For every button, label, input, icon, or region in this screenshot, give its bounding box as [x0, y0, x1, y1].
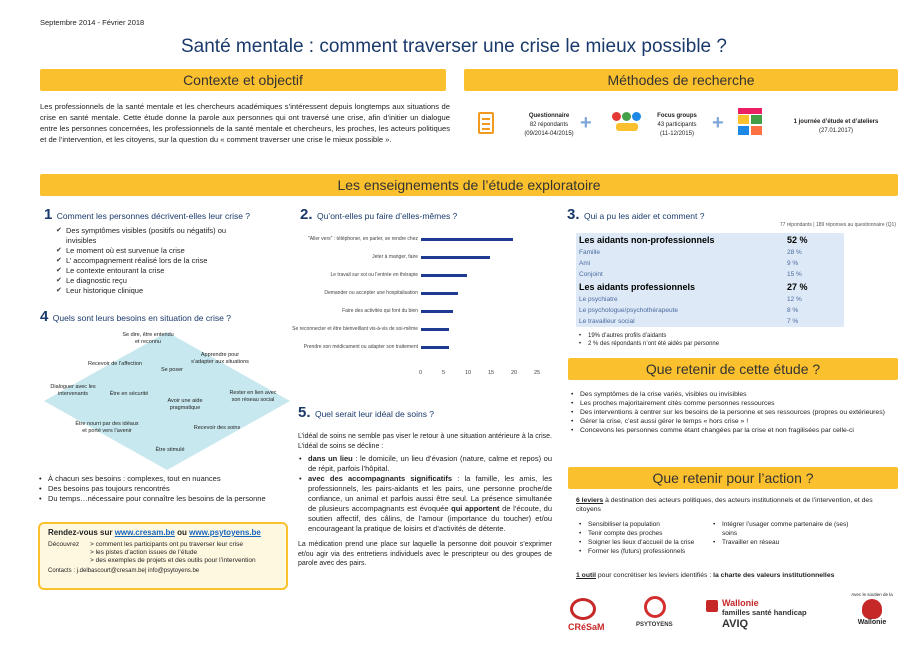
chart-category-label: Faire des activités qui font du bien — [342, 308, 418, 314]
levers-intro: 6 leviers à destination des acteurs politiques, des acteurs institutionnels et de l’intervention, et des citoyens — [576, 497, 873, 513]
chart-bar — [421, 310, 453, 313]
levers-col1 — [578, 520, 718, 556]
q3-note: 77 répondants | 189 réponses au questionnaire (Q1) — [779, 222, 896, 228]
q1-section — [44, 206, 284, 296]
page-title: Santé mentale : comment traverser une crise le mieux possible ? — [181, 36, 727, 57]
q3-number: 3. — [567, 206, 580, 223]
table-row: Les aidants professionnels 27 % — [579, 282, 808, 292]
contacts: Contacts : j.delbascourt@cresam.be| info@psytoyens.be — [48, 568, 200, 574]
q3-title: Qui a pu les aider et comment ? — [583, 211, 705, 221]
chart-category-label: Jeter à manger, faire — [372, 254, 418, 260]
list-item: • dans un lieu : le domicile, un lieu d’évasion (nature, calme et repos) ou de répit, parfois l’hôpital. — [298, 454, 552, 474]
chart-x-tick: 5 — [442, 370, 446, 376]
q5-title: Quel serait leur idéal de soins ? — [314, 409, 435, 419]
table-row: Famille 28 % — [579, 249, 802, 256]
q5-outro: La médication prend une place sur laquelle la personne doit pouvoir s’exprimer et/ou agir via des entretiens individuels avec le prescripteur ou des groupes de parole avec des pairs. — [298, 541, 552, 567]
list-item: • 2 % des répondants n’ont été aidés par personne — [578, 340, 878, 348]
method-study-day — [738, 104, 898, 148]
need-label: Recevoir des soins — [193, 425, 241, 431]
link-item: > les pistes d’action issues de l’étude — [90, 549, 198, 556]
list-item: ✔ Le contexte entourant la crise — [56, 266, 256, 276]
context-banner: Contexte et objectif — [40, 69, 446, 91]
retain-study-list — [570, 390, 898, 435]
need-label: Se poser — [160, 367, 183, 373]
q5-heading — [298, 404, 558, 422]
list-item: • Tenir compte des proches — [578, 529, 718, 538]
list-item: • 19% d’autres profils d’aidants — [578, 332, 878, 340]
method-focus-groups — [612, 108, 722, 148]
list-item: • Sensibiliser la population — [578, 520, 718, 529]
method-line1: (27.01.2017) — [818, 128, 854, 134]
list-item: • Des interventions à centrer sur les besoins de la personne et ses ressources (propres ou extérieures) — [570, 408, 898, 417]
q2-heading — [300, 206, 560, 224]
list-item: ✔ Leur historique clinique — [56, 286, 256, 296]
q5-body — [298, 432, 552, 569]
links-box — [38, 522, 288, 590]
cresam-logo: CRéSaM — [568, 596, 628, 636]
q2-bar-chart — [278, 232, 563, 387]
chart-category-label: Se reconnecter et être bienveillant vis-à-vis de soi-même — [292, 326, 418, 332]
q4-heading — [40, 308, 290, 326]
chart-bar — [421, 328, 449, 331]
table-row: Conjoint 15 % — [579, 271, 802, 278]
link-item: > des exemples de projets et des outils pour l’intervention — [90, 557, 256, 564]
links-or: ou — [177, 528, 187, 537]
list-item: • Soigner les lieux d’accueil de la crise — [578, 538, 718, 547]
discover-label: Découvrez — [48, 541, 80, 548]
list-item: ✔ L’ accompagnement réalisé lors de la crise — [56, 256, 256, 266]
list-item: ✔ Le diagnostic reçu — [56, 276, 256, 286]
chart-x-tick: 25 — [534, 370, 541, 376]
plus-icon: + — [712, 112, 724, 134]
method-line2: (09/2014-04/2015) — [524, 131, 574, 137]
date-label: Septembre 2014 - Février 2018 — [40, 18, 145, 27]
findings-banner: Les enseignements de l’étude exploratoire — [40, 174, 898, 196]
q3-table — [576, 233, 844, 327]
dialogue-icon — [738, 108, 762, 136]
plus-icon: + — [580, 112, 592, 134]
list-item: ✔ Des symptômes visibles (positifs ou négatifs) ou invisibles — [56, 226, 256, 246]
q3-foot — [578, 332, 878, 348]
method-title: 1 journée d’étude et d’ateliers — [793, 119, 879, 125]
list-item: • avec des accompagnants significatifs : la famille, les amis, les professionnels, les pairs-aidants et les pairs, une personne proche/de confiance, un animal et parfois aussi être seul. La présence simultanée de plusieurs accompagnants est évoquée qui apportent de l’écoute, du soutien affectif, des câlins, de l’amour (importance du toucher) et/ou encourageant la pratique de loisirs et d’activités de détente. — [298, 474, 552, 534]
chart-x-tick: 0 — [419, 370, 423, 376]
psytoyens-logo: PSYTOYENS — [636, 596, 696, 636]
list-item: • Gérer la crise, c’est aussi gérer le temps « hors crise » ! — [570, 417, 898, 426]
q2-title: Qu’ont-elles pu faire d’elles-mêmes ? — [316, 211, 458, 221]
link-item: > comment les participants ont pu traverser leur crise — [90, 541, 243, 548]
table-row: Le psychologue/psychothérapeute 8 % — [579, 307, 799, 314]
need-label: Rester en lien avec son réseau social — [229, 390, 277, 403]
methods-banner: Méthodes de recherche — [464, 69, 898, 91]
chart-x-tick: 10 — [465, 370, 472, 376]
q4-number: 4 — [40, 308, 49, 325]
table-row: Ami 9 % — [579, 260, 799, 267]
levers-col2 — [712, 520, 852, 547]
list-item: • Des besoins pas toujours rencontrés — [38, 484, 298, 494]
q4-title: Quels sont leurs besoins en situation de crise ? — [52, 313, 231, 323]
q2-number: 2. — [300, 206, 313, 223]
list-item: • Former les (futurs) professionnels — [578, 547, 718, 556]
chart-bar — [421, 346, 449, 349]
method-line1: 43 participants — [657, 122, 697, 128]
psytoyens-link[interactable]: www.psytoyens.be — [189, 528, 261, 537]
chart-bar — [421, 292, 458, 295]
chart-category-label: "Aller vers" : téléphoner, en parler, se rendre chez — [308, 236, 418, 242]
q1-title: Comment les personnes décrivent-elles leur crise ? — [56, 211, 251, 221]
aviq-logo: Wallonie familles santé handicap AVIQ — [706, 598, 826, 638]
list-item: • Les proches majoritairement cités comme personnes ressources — [570, 399, 898, 408]
chart-bar — [421, 238, 513, 241]
chart-bar — [421, 274, 467, 277]
chart-x-tick: 20 — [511, 370, 518, 376]
method-line2: (11-12/2015) — [660, 131, 694, 137]
chart-bar — [421, 256, 490, 259]
need-label: Être stimulé — [155, 447, 185, 453]
table-row: Le psychiatre 12 % — [579, 296, 802, 303]
need-label: Se dire, être entendu et reconnu — [122, 332, 174, 345]
list-item: • Du temps…nécessaire pour connaître les besoins de la personne — [38, 494, 298, 504]
list-item: • Des symptômes de la crise variés, visibles ou invisibles — [570, 390, 898, 399]
method-questionnaire — [478, 108, 588, 148]
q4-bullets — [38, 474, 298, 504]
cresam-link[interactable]: www.cresam.be — [114, 528, 175, 537]
chart-category-label: Le travail sur soi ou l’entrée en thérapie — [330, 272, 418, 278]
need-label: Être en sécurité — [109, 391, 149, 397]
table-row: Le travailleur social 7 % — [579, 318, 799, 325]
retain-action-banner: Que retenir pour l’action ? — [568, 467, 898, 489]
method-title: Focus groups — [657, 113, 697, 119]
people-icon — [612, 112, 642, 134]
chart-x-tick: 15 — [488, 370, 495, 376]
table-row: Les aidants non-professionnels 52 % — [579, 235, 808, 245]
list-item: • À chacun ses besoins : complexes, tout en nuances — [38, 474, 298, 484]
q5-intro: L’idéal de soins ne semble pas viser le retour à une situation antérieure à la crise. L’idéal de soins se décline : — [298, 433, 552, 450]
clipboard-icon — [478, 112, 494, 134]
chart-category-label: Prendre son médicament ou adapter son traitement — [303, 344, 418, 350]
need-label: Apprendre pour s’adapter aux situations — [191, 352, 249, 365]
list-item: • Concevons les personnes comme étant changées par la crise et non fragilisées par celle-ci — [570, 426, 898, 435]
links-lead: Rendez-vous sur — [48, 528, 113, 537]
need-label: Recevoir de l’affection — [87, 361, 142, 367]
method-title: Questionnaire — [528, 113, 570, 119]
tool-line: 1 outil pour concrétiser les leviers identifiés : la charte des valeurs institutionnelles — [576, 572, 835, 579]
context-text: Les professionnels de la santé mentale et les chercheurs académiques s’intéressent depuis longtemps aux situations de crise en santé mentale. Cette étude donne la parole aux personnes qui ont traversé une crise, afin d’initier un dialogue entre les personnes concernées, les professionnels de la santé mentale et chercheurs, les proches, les acteurs politiques et de l’intervention, et les citoyens, sur la question du « comment traverser une crise le mieux possible ». — [40, 102, 450, 144]
list-item: ✔ Le moment où est survenue la crise — [56, 246, 256, 256]
chart-category-label: Demander ou accepter une hospitalisation — [324, 290, 418, 296]
retain-study-banner: Que retenir de cette étude ? — [568, 358, 898, 380]
wallonie-logo: Avec le soutien de la Wallonie — [851, 592, 893, 626]
q5-number: 5. — [298, 404, 311, 421]
list-item: • Intégrer l’usager comme partenaire de (ses) soins — [712, 520, 852, 538]
need-label: Dialoguer avec les intervenants — [50, 384, 96, 397]
need-label: Être nourri par des idéaux et porté vers l’avenir — [75, 421, 139, 434]
method-line1: 82 répondants — [529, 122, 569, 128]
q1-number: 1 — [44, 206, 53, 223]
list-item: • Travailler en réseau — [712, 538, 852, 547]
q1-list — [56, 226, 256, 296]
need-label: Avoir une aide pragmatique — [167, 398, 203, 411]
